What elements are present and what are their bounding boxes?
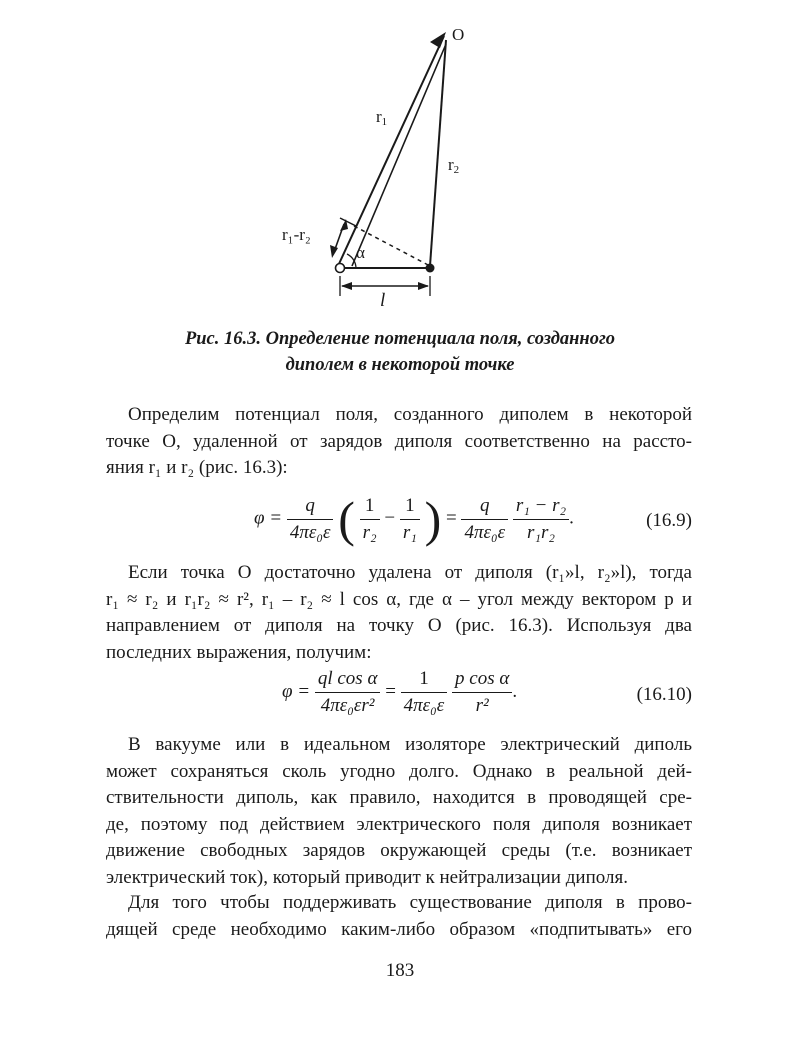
text-line: может сохраняться сколь угодно долго. Однако в реальной дей- — [106, 760, 692, 782]
phi-symbol: φ = — [254, 507, 283, 529]
text-line: электрический ток), который приводит к нейтрализации диполя. — [106, 866, 628, 888]
caption-line: Рис. 16.3. Определение потенциала поля, созданного — [184, 329, 616, 349]
l-dim-arrow-right — [418, 282, 429, 290]
text-line: движение свободных зарядов окружающей среды (т.е. возникает — [106, 840, 692, 861]
text-line: Определим потенциал поля, созданного диполем в некоторой — [128, 404, 692, 425]
paragraph-4 — [106, 890, 692, 943]
dipole-figure — [0, 0, 800, 320]
positive-charge — [426, 264, 435, 273]
text-line: Для того чтобы поддерживать существование диполя в прово- — [128, 892, 692, 913]
point-o-label: O — [452, 25, 465, 44]
text-line: яния r₁ и r₂ (рис. 16.3): — [106, 457, 288, 478]
text-line: последних выражения, получим: — [106, 641, 372, 663]
caption-line: диполем в некоторой точке — [285, 355, 515, 375]
diff-arrowhead-bottom — [330, 245, 338, 258]
diff-tick-top — [340, 218, 356, 226]
r2-line — [430, 40, 446, 266]
alpha-arc — [347, 254, 356, 268]
fraction: $\frac{1}{\text{r₁}}$ — [400, 495, 420, 544]
text-line: r₁ ≈ r₂ и r₁r₂ ≈ r², r₁ – r₂ ≈ l cos α, где α – угол между вектором p и — [106, 588, 692, 610]
equation-number: (16.9) — [646, 510, 692, 531]
text-line: дящей среде необходимо каким-либо образом «подпитывать» его — [106, 918, 692, 940]
r1-arrowhead — [430, 32, 446, 48]
l-dim-arrow-left — [341, 282, 352, 290]
paragraph-2 — [106, 560, 692, 666]
text-line: ствительности диполь, как правило, находится в проводящей сре- — [106, 787, 692, 808]
fraction: $\frac{1}{\text{r₂}}$ — [360, 495, 380, 544]
l-label: l — [380, 290, 386, 311]
r2-label: r2 — [448, 155, 460, 176]
fraction: $\frac{\text{ql cos α}}{\text{4πε₀εr²}}$ — [315, 668, 381, 717]
text-line: Если точка О достаточно удалена от диполя (r₁»l, r₂»l), тогда — [128, 562, 692, 583]
r1-line — [338, 36, 444, 266]
projection-dashed-line — [354, 226, 430, 266]
fraction: $\frac{\text{r₁ − r₂}}{\text{r₁r₂}}$ — [513, 495, 569, 544]
page-number: 183 — [385, 960, 415, 981]
alpha-label: α — [356, 243, 365, 262]
text-line: точке О, удаленной от зарядов диполя соответственно на рассто- — [106, 430, 692, 452]
fraction: $\frac{\text{p cos α}}{\text{r²}}$ — [452, 668, 512, 717]
equation-16-10: φ = $\frac{\text{ql cos α}}{\text{4πε₀εr²}}$ = $\frac{1}{\text{4πε₀ε}}$ $\frac{\text{p cos α}}{\text{r²}}$ . (16.10) — [282, 668, 692, 716]
text-line: В вакууме или в идеальном изоляторе электрический диполь — [128, 734, 692, 755]
equation-16-9: φ = $\frac{q}{\text{4πε₀ε}}$ ( $\frac{1}{\text{r₂}}$ − $\frac{1}{\text{r₁}}$ ) = $\frac{q}{\text{4πε₀ε}}$ $\frac{\text{r₁ − r₂}}{\text{r₁r₂}}$ . (16.9) — [254, 491, 692, 547]
fraction: $\frac{q}{\text{4πε₀ε}}$ — [287, 495, 334, 544]
negative-charge — [336, 264, 345, 273]
fraction: $\frac{q}{\text{4πε₀ε}}$ — [461, 495, 508, 544]
r1-label: r1 — [376, 107, 388, 128]
paragraph-1 — [106, 402, 692, 482]
diff-label: r₁-r₂ — [282, 225, 311, 244]
text-line: направлением от диполя на точку О (рис. 16.3). Используя два — [106, 615, 692, 636]
paragraph-3 — [106, 732, 692, 891]
phi-symbol: φ = — [282, 680, 311, 702]
equation-number: (16.10) — [636, 684, 692, 705]
figure-caption — [100, 326, 700, 378]
fraction: $\frac{1}{\text{4πε₀ε}}$ — [401, 668, 448, 717]
text-line: де, поэтому под действием электрического поля диполя возникает — [106, 813, 692, 835]
